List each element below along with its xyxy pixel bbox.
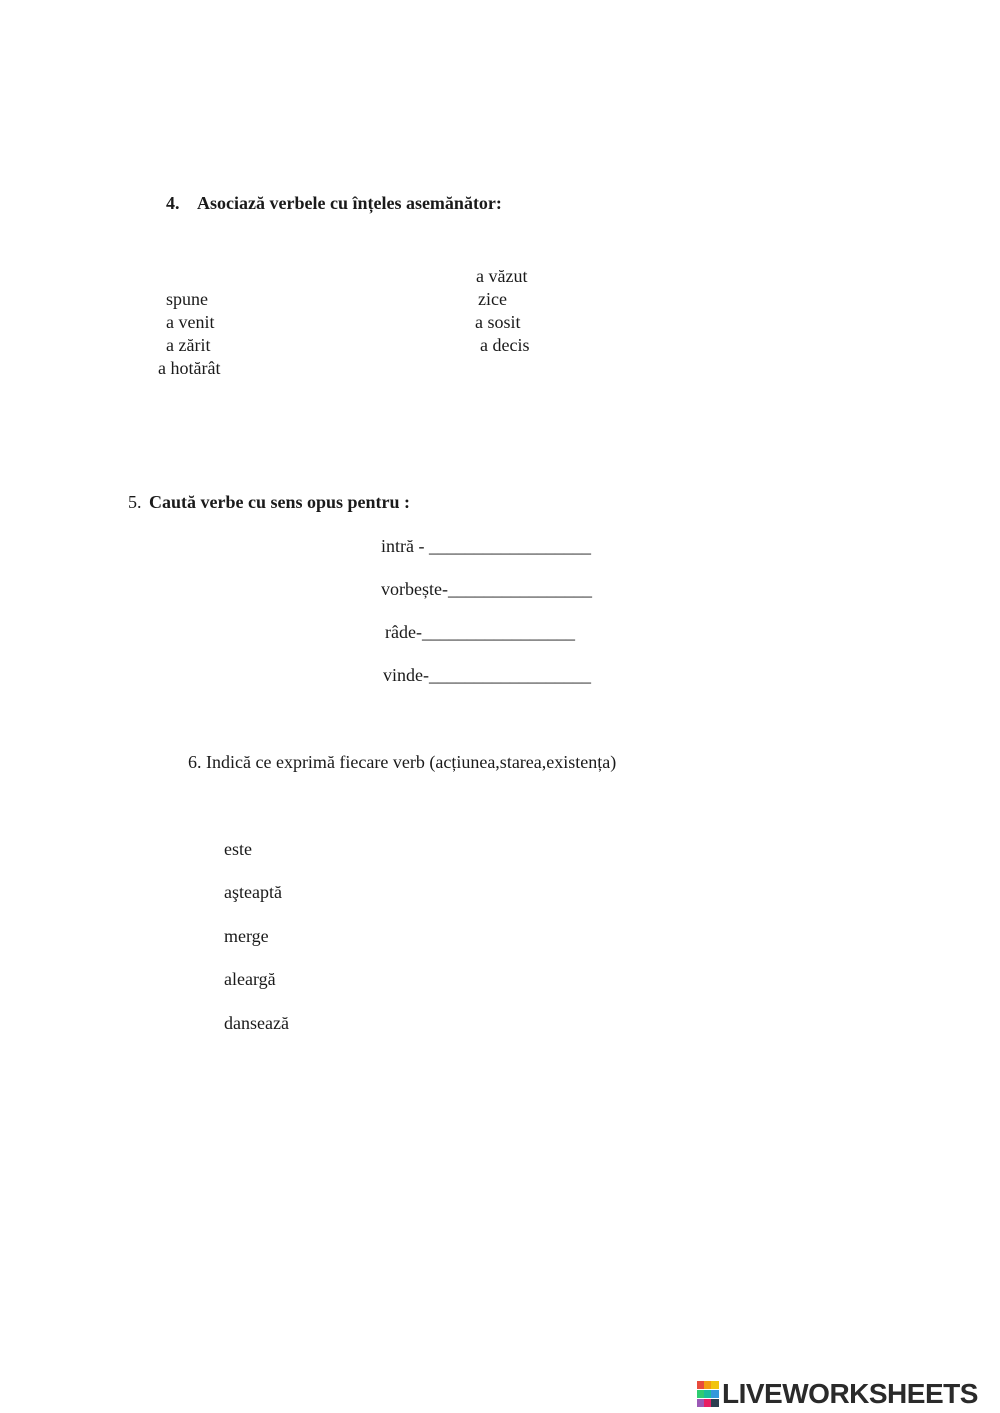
- right-word: a decis: [480, 335, 530, 355]
- liveworksheets-logo-icon: [697, 1381, 719, 1407]
- opposite-verb-item: vorbește-________________: [381, 579, 592, 599]
- right-word: a sosit: [475, 312, 521, 332]
- exercise-4-title: Asociază verbele cu înțeles asemănător:: [197, 193, 502, 213]
- left-word: a hotărât: [158, 358, 221, 378]
- opposite-verb-item: vinde-__________________: [383, 665, 591, 685]
- verb-item: este: [224, 839, 252, 859]
- verb-item: aleargă: [224, 969, 276, 989]
- liveworksheets-logo: [697, 1379, 978, 1409]
- exercise-5-number: 5.: [128, 492, 142, 512]
- right-word: a văzut: [476, 266, 528, 286]
- verb-item: aşteaptă: [224, 882, 282, 902]
- opposite-verb-item: râde-_________________: [385, 622, 575, 642]
- left-word: a venit: [166, 312, 215, 332]
- right-word: zice: [478, 289, 507, 309]
- verb-item: merge: [224, 926, 269, 946]
- logo-text: LIVEWORKSHEETS: [722, 1378, 978, 1409]
- exercise-5-title: Caută verbe cu sens opus pentru :: [149, 492, 411, 512]
- verb-item: dansează: [224, 1013, 289, 1033]
- left-word: spune: [166, 289, 208, 309]
- exercise-4-number: 4.: [166, 193, 180, 213]
- exercise-6-title: 6. Indică ce exprimă fiecare verb (acțiunea,starea,existența): [188, 752, 617, 772]
- left-word: a zărit: [166, 335, 211, 355]
- opposite-verb-item: intră - __________________: [381, 536, 591, 556]
